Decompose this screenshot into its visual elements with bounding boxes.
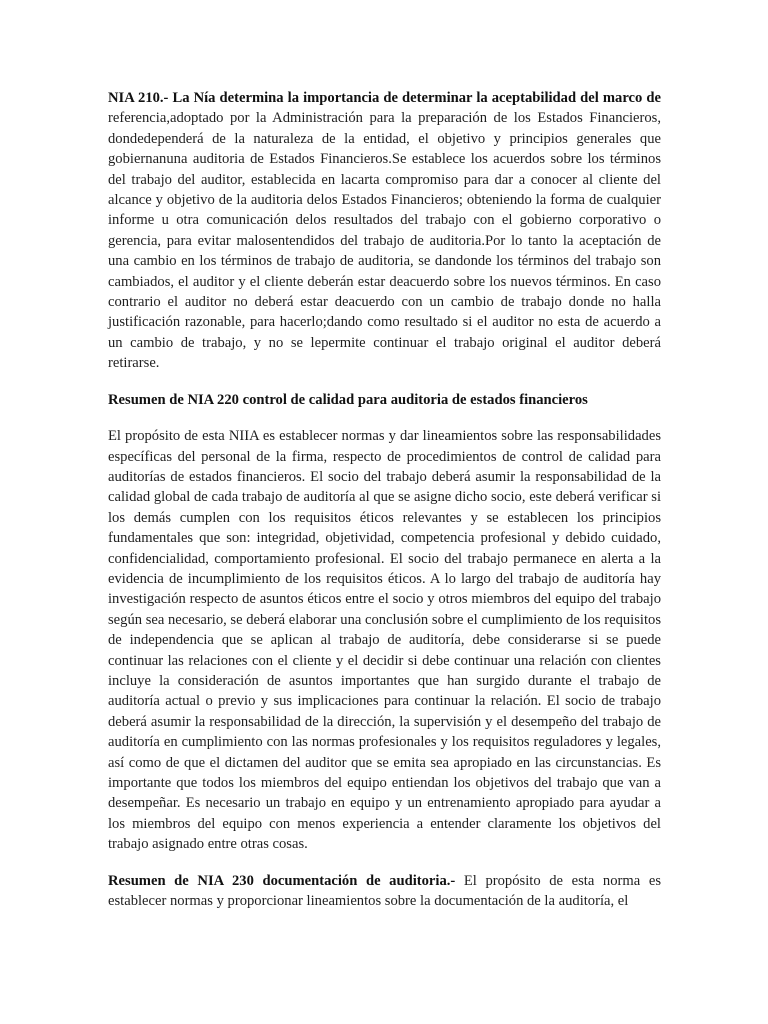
nia-220-heading: Resumen de NIA 220 control de calidad para auditoria de estados financieros (108, 391, 588, 408)
nia-210-body: referencia,adoptado por la Administración para la preparación de los Estados Financieros, dondedependerá de la naturaleza de la entidad, el objetivo y principios generales que gobiernanuna auditoria de Estados Financieros.Se establece los acuerdos sobre los términos del trabajo del auditor, establecida en lacarta compromiso para dar a conocer al cliente del alcance y objetivo de la auditoria delos Estados Financieros; obteniendo la forma de cualquier informe u otra comunicación delos resultados del trabajo con el gobierno corporativo o gerencia, para evitar malosentendidos del trabajo de auditoria.Por lo tanto la aceptación de una cambio en los términos de trabajo de auditoria, se dandonde los términos del trabajo son cambiados, el auditor y el cliente deberán estar deacuerdo sobre los nuevos términos. En caso contrario el auditor no deberá estar deacuerdo con un cambio de trabajo donde no halla justificación razonable, para hacerlo;dando como resultado si el auditor no esta de acuerdo a un cambio de trabajo, y no se lepermite continuar el trabajo original el auditor deberá retirarse. (108, 110, 661, 372)
nia-230-body: El propósito de esta norma es establecer normas y proporcionar lineamientos sobre la documentación de la auditoría, el (108, 872, 661, 910)
nia-230-heading: Resumen de NIA 230 documentación de auditoria.- (108, 872, 456, 889)
document-page (108, 88, 661, 927)
paragraph-nia-220-heading (108, 390, 661, 410)
paragraph-nia-230 (108, 871, 661, 912)
paragraph-nia-220-body: El propósito de esta NIIA es establecer normas y dar lineamientos sobre las responsabilidades específicas del personal de la firma, respecto de procedimientos de control de calidad para auditorías de estados financieros. El socio del trabajo deberá asumir la responsabilidad de la calidad global de cada trabajo de auditoría al que se asigne dicho socio, este deberá verificar si los demás cumplen con los requisitos éticos relevantes y se establecen los principios fundamentales que son: integridad, objetividad, competencia profesional y debido cuidado, confidencialidad, comportamiento profesional. El socio del trabajo permanece en alerta a la evidencia de incumplimiento de los requisitos éticos. A lo largo del trabajo de auditoría hay investigación respecto de asuntos éticos entre el socio y otros miembros del equipo del trabajo según sea necesario, se deberá elaborar una conclusión sobre el cumplimiento de los requisitos de independencia que se aplican al trabajo de auditoría, debe considerarse si se puede continuar las relaciones con el cliente y el decidir si debe continuar una relación con clientes incluye la consideración de asuntos importantes que han surgido durante el trabajo de auditoría actual o previo y sus implicaciones para continuar la relación. El socio de trabajo deberá asumir la responsabilidad de la dirección, la supervisión y el desempeño del trabajo de auditoría en cumplimiento con las normas profesionales y los requisitos reguladores y legales, así como de que el dictamen del auditor que se emita sea apropiado en las circunstancias. Es importante que todos los miembros del equipo entiendan los objetivos del trabajo que van a desempeñar. Es necesario un trabajo en equipo y un entrenamiento apropiado para ayudar a los miembros del equipo con menos experiencia a entender claramente los objetivos del trabajo asignado entre otras cosas. (108, 428, 661, 853)
nia-210-heading: NIA 210.- La Nía determina la importancia de determinar la aceptabilidad del marco de (108, 90, 661, 106)
paragraph-nia-210 (108, 88, 661, 374)
